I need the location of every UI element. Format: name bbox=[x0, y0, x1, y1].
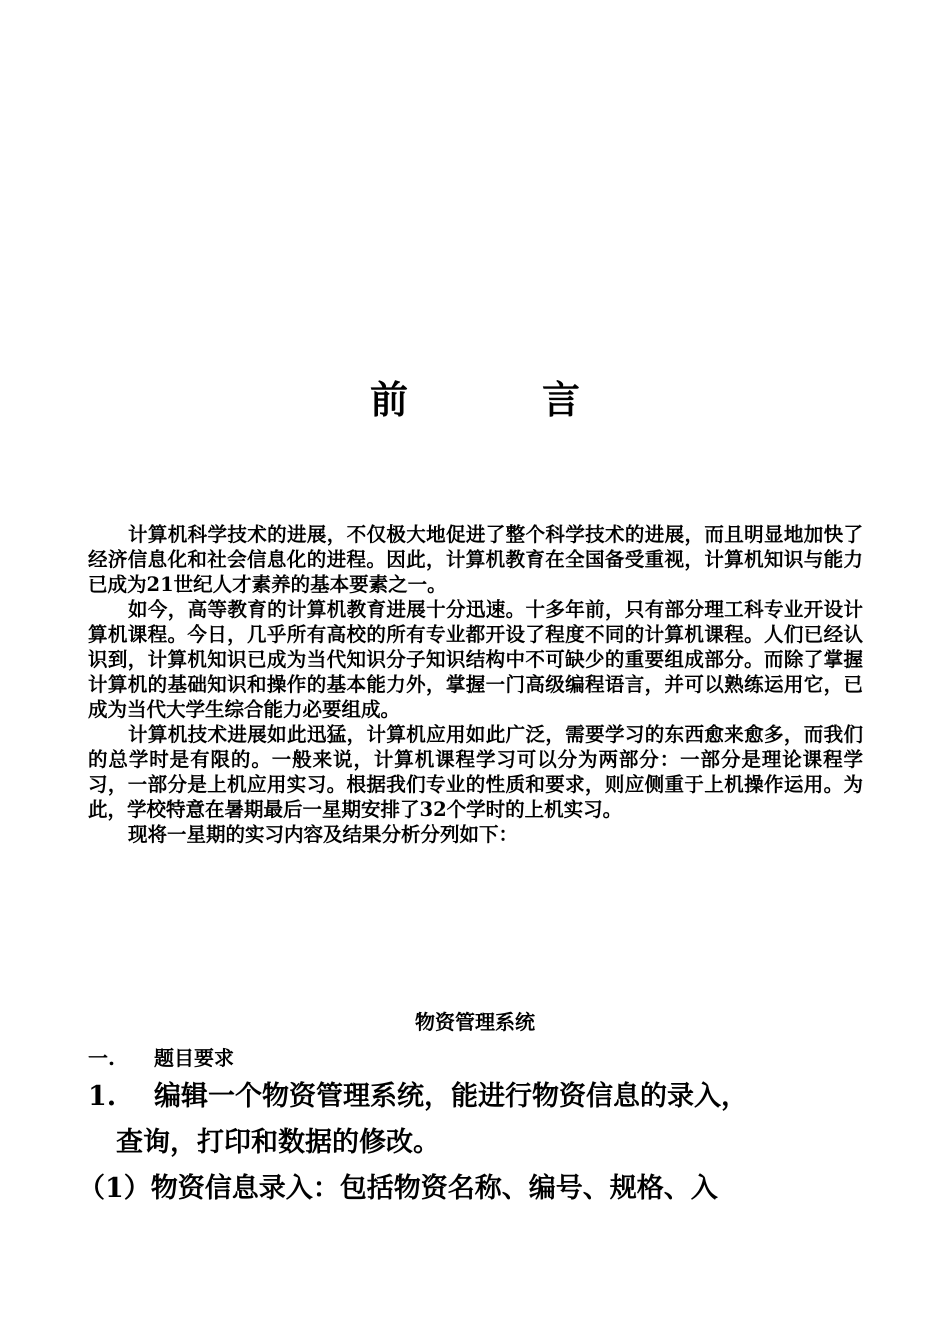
preface-body bbox=[88, 522, 863, 847]
preface-paragraph: 计算机技术进展如此迅猛，计算机应用如此广泛，需要学习的东西愈来愈多，而我们的总学时是有限的。一般来说，计算机课程学习可以分为两部分：一部分是理论课程学习，一部分是上机应用实习。根据我们专业的性质和要求，则应侧重于上机操作运用。为此，学校特意在暑期最后一星期安排了32个学时的上机实习。 bbox=[88, 723, 863, 821]
page-title: 前 言 bbox=[369, 377, 628, 422]
requirement-line bbox=[88, 1074, 868, 1120]
preface-paragraph: 如今，高等教育的计算机教育进展十分迅速。十多年前，只有部分理工科专业开设计算机课程。今日，几乎所有高校的所有专业都开设了程度不同的计算机课程。人们已经认识到，计算机知识已成为当代知识分子知识结构中不可缺少的重要组成部分。而除了掌握计算机的基础知识和操作的基本能力外，掌握一门高级编程语言，并可以熟练运用它，已成为当代大学生综合能力必要组成。 bbox=[88, 598, 863, 721]
requirement-item bbox=[78, 1074, 868, 1212]
requirements-heading bbox=[88, 1044, 234, 1072]
section-title: 物资管理系统 bbox=[415, 1010, 535, 1034]
preface-paragraph: 现将一星期的实习内容及结果分析分列如下： bbox=[128, 823, 519, 846]
requirement-text: 编辑一个物资管理系统，能进行物资信息的录入， bbox=[154, 1081, 748, 1112]
requirement-line-continued: 查询，打印和数据的修改。 bbox=[116, 1127, 440, 1158]
preface-paragraph: 计算机科学技术的进展，不仅极大地促进了整个科学技术的进展，而且明显地加快了经济信息化和社会信息化的进程。因此，计算机教育在全国备受重视，计算机知识与能力已成为21世纪人才素养的基本要素之一。 bbox=[88, 523, 863, 596]
requirement-number: 1. bbox=[88, 1081, 117, 1112]
requirement-subitem: （1）物资信息录入：包括物资名称、编号、规格、入 bbox=[78, 1173, 718, 1204]
heading-text: 题目要求 bbox=[154, 1046, 234, 1070]
heading-number: 一. bbox=[88, 1046, 115, 1070]
